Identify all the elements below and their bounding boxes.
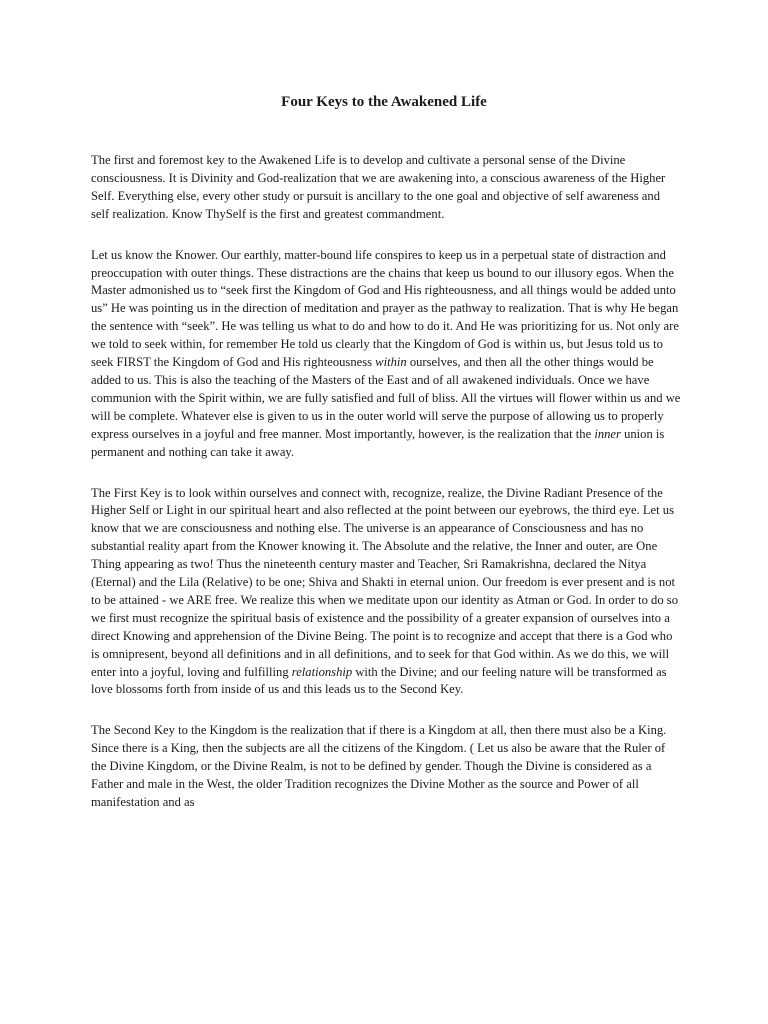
body-paragraph [91,485,681,700]
body-paragraph [91,722,681,812]
paragraph-text: union is permanent and nothing can take it away. [91,426,665,459]
italic-text: relationship [291,664,353,679]
italic-text: inner [594,426,621,441]
paragraph-text: Let us know the Knower. Our earthly, matter-bound life conspires to keep us in a perpetual state of distraction and preoccupation with outer things. These distractions are the chains that keep us bound to our illusory egos. When the Master admonished us to “seek first the Kingdom of God and His righteousness, and all things would be added unto us” He was pointing us in the direction of meditation and prayer as the pathway to realization. That is why He began the sentence with “seek”. He was telling us what to do and how to do it. And He was prioritizing for us. Not only are we told to seek within, for remember He told us clearly that the Kingdom of God is within us, but Jesus told us to seek FIRST the Kingdom of God and His righteousness [91,247,679,370]
paragraph-text: The first and foremost key to the Awakened Life is to develop and cultivate a personal sense of the Divine consciousness. It is Divinity and God-realization that we are awakening into, a conscious awareness of the Higher Self. Everything else, every other study or pursuit is ancillary to the one goal and objective of self awareness and self realization. Know ThySelf is the first and greatest commandment. [91,153,666,221]
paragraph-text: The First Key is to look within ourselves and connect with, recognize, realize, the Divine Radiant Presence of the Higher Self or Light in our spiritual heart and also reflected at the point between our eyebrows, the third eye. Let us know that we are consciousness and nothing else. The universe is an appearance of Consciousness and has no substantial reality apart from the Knower knowing it. The Absolute and the relative, the Inner and outer, are One Thing appearing as two! Thus the nineteenth century master and Teacher, Sri Ramakrishna, declared the Nitya (Eternal) and the Lila (Relative) to be one; Shiva and Shakti in eternal union. Our freedom is ever present and is not to be attained - we ARE free. We realize this when we meditate upon our identity as Atman or God. In order to do so we first must recognize the spiritual basis of existence and the possibility of a greater expansion of ourselves into a direct Knowing and apprehension of the Divine Being. The point is to recognize and accept that there is a God who is omnipresent, beyond all definitions and in all definitions, and to seek for that God within. As we do this, we will enter into a joyful, loving and fulfilling [91,485,678,679]
italic-text: within [375,355,407,370]
document-title: Four Keys to the Awakened Life [281,94,487,110]
paragraph-text: with the Divine; and our feeling nature will be transformed as love blossoms forth from inside of us and this leads us to the Second Key. [91,664,667,697]
body-paragraph [91,247,681,462]
body-paragraph [91,152,681,224]
paragraph-text: The Second Key to the Kingdom is the realization that if there is a Kingdom at all, then there must also be a King. Since there is a King, then the subjects are all the citizens of the Kingdom. ( Let us also be aware that the Ruler of the Divine Kingdom, or the Divine Realm, is not to be defined by gender. Though the Divine is considered as a Father and male in the West, the older Tradition recognizes the Divine Mother as the source and Power of all manifestation and as [91,723,667,809]
paragraph-text: ourselves, and then all the other things would be added to us. This is also the teaching of the Masters of the East and of all awakened individuals. Once we have communion with the Spirit within, we are fully satisfied and full of bliss. All the virtues will flower within us and we will be complete. Whatever else is given to us in the outer world will serve the purpose of allowing us to properly express ourselves in a joyful and free manner. Most importantly, however, is the realization that the [91,355,681,441]
document-body [91,152,681,835]
